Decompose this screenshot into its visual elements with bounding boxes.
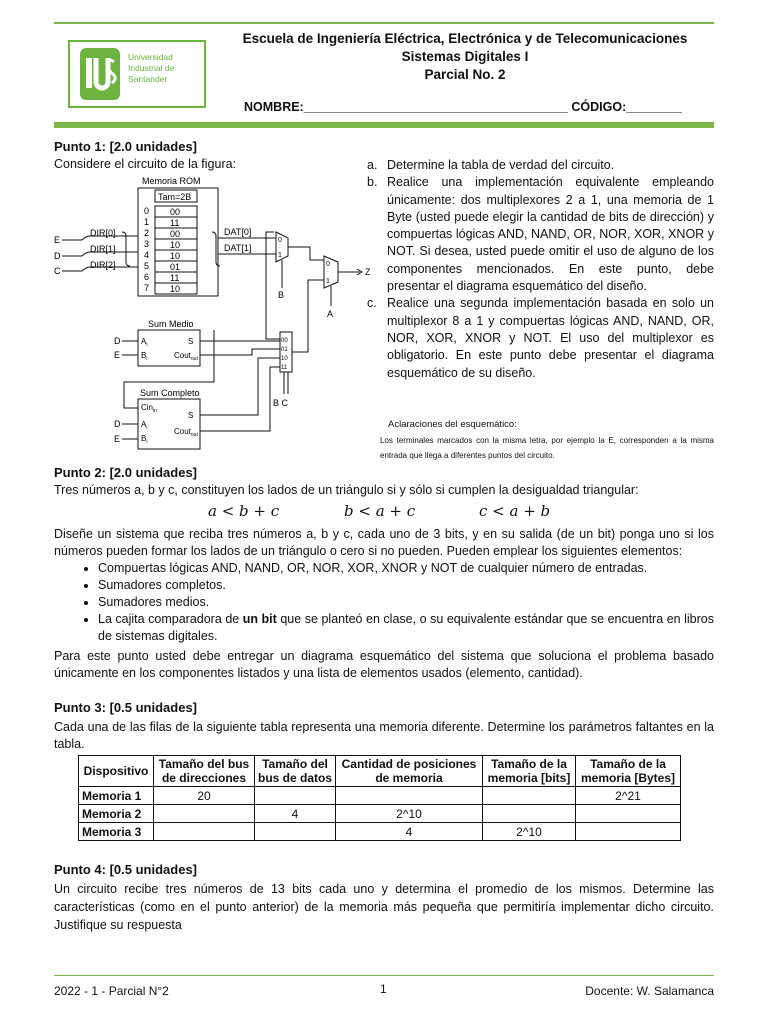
mux-a-in0: 0: [326, 261, 330, 268]
mux-b-select: B: [278, 290, 285, 300]
p1-question-b: [367, 174, 714, 295]
logo-line-1: Universidad: [128, 52, 173, 62]
cell: Memoria 1: [79, 787, 154, 805]
rom-input-wires: [62, 240, 82, 271]
rom-content: 11: [170, 218, 180, 228]
th-positions: Cantidad de posiciones de memoria: [336, 756, 483, 787]
p2-closing: Para este punto usted debe entregar un diagrama esquemático del sistema que soluciona el problema basado únicamente en los componentes listados y una lista de elementos usados (elemento, cantidad).: [54, 649, 714, 680]
footer-rule: [54, 975, 714, 976]
dir-label-2: DIR[2]: [90, 260, 116, 270]
cell[interactable]: [483, 787, 576, 805]
mux4-in10: 10: [281, 356, 288, 362]
p1-question-c-text: Realice una segunda implementación basada en solo un multiplexor 8 a 1 y compuertas lógicas AND, NAND, OR, NOR, XOR, XNOR y NOT. El uso del multiplexor es obligatorio. En este punto debe presentar el diagrama esquemático de su diseño.: [387, 296, 714, 380]
dir-label-0: DIR[0]: [90, 228, 116, 238]
logo-text: [128, 52, 174, 85]
th-device: Dispositivo: [79, 756, 154, 787]
table-row: [79, 787, 681, 805]
p1-questions: [367, 157, 714, 382]
mux4-in11: 11: [281, 365, 288, 371]
p2-bullet-4-post: que se planteó en clase, o su equivalente estándar que se encuentra en libros de sistemas digitales.: [98, 612, 715, 643]
fa-port-b: $B_i$: [141, 434, 148, 445]
fa-port-a: $A_i$: [141, 420, 148, 431]
dir-label-1: DIR[1]: [90, 244, 116, 254]
mux-a-select: A: [327, 309, 334, 319]
cell[interactable]: [483, 805, 576, 823]
cell[interactable]: [576, 805, 681, 823]
p2-bullet-3: • Sumadores medios.: [98, 594, 714, 611]
p1-question-a: [367, 157, 714, 174]
p2-bullet-4: [98, 611, 714, 645]
inequality-2: b < a + c: [344, 502, 416, 520]
p1-question-c-label: c.: [367, 296, 377, 311]
mux4-select: B C: [273, 398, 289, 408]
name-code-line: [244, 100, 682, 114]
p1-question-b-text: Realice una implementación equivalente empleando únicamente: dos multiplexores 2 a 1, una memoria de 1 Byte (usted puede elegir la cantidad de bits de dirección) y compuertas lógicas AND, NAND, OR, NOR, XOR, XNOR y NOT. Si desea, usted puede omitir el uso de alguno de los componentes mencionados. En este punto, debe presentar el diagrama esquemático del diseño.: [387, 175, 714, 294]
exam-title: Parcial No. 2: [424, 67, 506, 82]
uis-logo-mark: [80, 48, 120, 100]
output-z: Z: [365, 267, 371, 277]
ha-input-d: D: [114, 336, 121, 346]
p1-question-c: [367, 295, 714, 381]
p2-intro: Tres números a, b y c, constituyen los lados de un triángulo si y sólo si cumplen la desigualdad triangular:: [54, 483, 639, 497]
th-address-bus: Tamaño del bus de direcciones: [154, 756, 255, 787]
mux-b-in1: 1: [278, 252, 282, 259]
inequality-1: a < b + c: [208, 502, 280, 520]
p2-bullet-2: • Sumadores completos.: [98, 577, 714, 594]
p1-note-text: Los terminales marcados con la misma letra, por ejemplo la E, corresponden a la misma entrada que llega a diferentes puntos del circuito.: [380, 436, 714, 460]
rom-address: 6: [144, 272, 150, 282]
input-e: E: [54, 235, 61, 245]
inequality-3: c < a + b: [479, 502, 551, 520]
th-data-bus: Tamaño del bus de datos: [255, 756, 336, 787]
logo-line-3: Santander: [128, 74, 168, 84]
cell[interactable]: [255, 823, 336, 841]
cell[interactable]: [576, 823, 681, 841]
cell: 2^10: [336, 805, 483, 823]
rom-content: 10: [170, 251, 181, 261]
p4-body: Un circuito recibe tres números de 13 bits cada uno y determina el promedio de los mismos. Determine las características (como en el punto anterior) de la memoria más pequeña que permitiría implementar dicho circuito. Justifique su respuesta: [54, 882, 714, 932]
cell[interactable]: [154, 823, 255, 841]
rom-label: Memoria ROM: [142, 176, 201, 186]
fa-port-cin: Cin$_{in}$: [141, 403, 157, 414]
rom-content: 11: [170, 273, 180, 283]
mux4-select-wires: [284, 372, 288, 394]
p1-question-a-text: Determine la tabla de verdad del circuito.: [387, 158, 615, 172]
p2-body: Diseñe un sistema que reciba tres números a, b y c, cada uno de 3 bits, y en su salida (de un bit) ponga uno si los números pueden formar los lados de un triángulo o cero si no pueden. Pueden emplear los siguientes elementos:: [54, 527, 714, 558]
code-blank[interactable]: ________: [626, 100, 682, 114]
rom-bus-bracket: [122, 232, 130, 266]
dat-label-0: DAT[0]: [224, 227, 252, 237]
p1-note-title: Aclaraciones del esquemático:: [388, 419, 517, 430]
cell: 2^21: [576, 787, 681, 805]
mux4-out-wire: [292, 280, 324, 352]
rom-address: 5: [144, 261, 150, 271]
cell[interactable]: [336, 787, 483, 805]
footer-right: Docente: W. Salamanca: [585, 984, 714, 998]
code-label: CÓDIGO:: [571, 100, 627, 114]
ha-port-s: S: [188, 337, 194, 346]
cell[interactable]: [255, 787, 336, 805]
full-adder-label: Sum Completo: [140, 388, 200, 398]
half-adder-label: Sum Medio: [148, 319, 194, 329]
page-number: 1: [380, 982, 387, 996]
mux-b-in0: 0: [278, 237, 282, 244]
cell: 20: [154, 787, 255, 805]
p3-title: Punto 3: [0.5 unidades]: [54, 700, 198, 715]
rom-content: 10: [170, 284, 181, 294]
p2-bullet-4-bold: un bit: [242, 612, 277, 626]
p3-intro: Cada una de las filas de la siguiente tabla representa una memoria diferente. Determine los parámetros faltantes en la tabla.: [54, 720, 714, 751]
fa-port-s: S: [188, 411, 194, 420]
ha-input-wires: [122, 341, 138, 355]
rom-size: Tam=2B: [158, 192, 192, 202]
memory-table: [78, 755, 681, 841]
header-rule: [54, 122, 714, 128]
mux4-in01: 01: [281, 347, 288, 353]
course-title: Sistemas Digitales I: [401, 49, 529, 64]
mux-b-out-wire: [288, 247, 324, 260]
name-blank[interactable]: ______________________________________: [303, 100, 568, 114]
table-row: [79, 805, 681, 823]
th-size-bits: Tamaño de la memoria [bits]: [483, 756, 576, 787]
rom-address: 0: [144, 206, 150, 216]
rom-content: 10: [170, 240, 181, 250]
p2-bullet-1: • Compuertas lógicas AND, NAND, OR, NOR, XOR, XNOR y NOT de cualquier número de entradas.: [98, 560, 714, 577]
rom-content: 01: [170, 262, 181, 272]
rom-address: 7: [144, 283, 150, 293]
rom-out-bracket: [212, 232, 220, 266]
rom-content: 00: [170, 207, 181, 217]
cell: Memoria 2: [79, 805, 154, 823]
name-label: NOMBRE:: [244, 100, 304, 114]
table-row: [79, 823, 681, 841]
ha-port-cout: Cout$_{out}$: [174, 351, 198, 362]
cell: 4: [255, 805, 336, 823]
cell: Memoria 3: [79, 823, 154, 841]
p2-bullets: [54, 560, 714, 645]
ha-input-e: E: [114, 350, 121, 360]
dat-label-1: DAT[1]: [224, 243, 252, 253]
fa-to-mux4-wires: [200, 358, 280, 431]
rom-rows: [144, 206, 197, 294]
p4-title: Punto 4: [0.5 unidades]: [54, 862, 198, 877]
memory-table-header: [79, 756, 681, 787]
ha-port-a: $A_i$: [141, 337, 148, 348]
fa-input-d: D: [114, 419, 121, 429]
rom-address: 2: [144, 228, 150, 238]
p1-title: Punto 1: [2.0 unidades]: [54, 139, 198, 154]
p1-intro: Considere el circuito de la figura:: [54, 157, 237, 171]
ha-port-b: $B_i$: [141, 351, 148, 362]
top-rule: [54, 22, 714, 24]
footer-left: 2022 - 1 - Parcial N°2: [54, 984, 169, 998]
cell: 4: [336, 823, 483, 841]
fa-input-e: E: [114, 434, 121, 444]
cell[interactable]: [154, 805, 255, 823]
university-logo: [68, 40, 206, 108]
cell: 2^10: [483, 823, 576, 841]
rom-content: 00: [170, 229, 181, 239]
th-size-bytes: Tamaño de la memoria [Bytes]: [576, 756, 681, 787]
rom-address: 4: [144, 250, 150, 260]
school-title: Escuela de Ingeniería Eléctrica, Electrónica y de Telecomunicaciones: [242, 31, 688, 46]
rom-address: 3: [144, 239, 150, 249]
p1-question-a-label: a.: [367, 158, 378, 172]
fa-input-wires: [122, 424, 138, 439]
logo-line-2: Industrial de: [128, 63, 175, 73]
mux4-in00: 00: [281, 338, 288, 344]
mux-a-in1: 1: [326, 278, 330, 285]
p2-title: Punto 2: [2.0 unidades]: [54, 465, 198, 480]
rom-address: 1: [144, 217, 150, 227]
input-c: C: [54, 266, 61, 276]
p1-circuit: [52, 172, 376, 460]
fa-port-cout: Cout$_{out}$: [174, 427, 198, 438]
input-d: D: [54, 251, 61, 261]
p1-question-b-label: b.: [367, 175, 378, 190]
p2-bullet-4-pre: La cajita comparadora de: [98, 612, 243, 626]
